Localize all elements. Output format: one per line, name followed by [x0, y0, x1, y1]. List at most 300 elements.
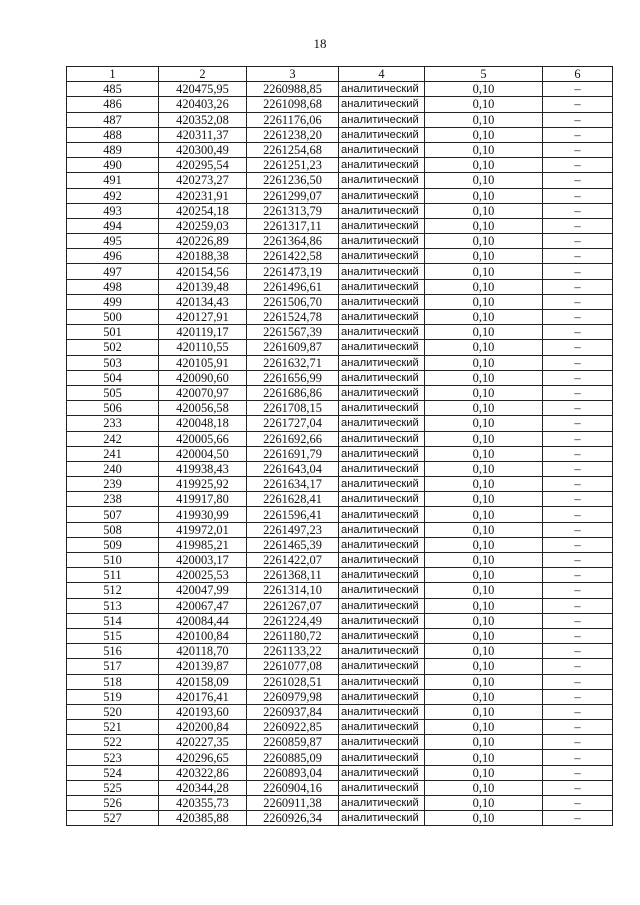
accuracy-cell: 0,10 — [425, 173, 543, 188]
point-number-cell: 515 — [67, 628, 159, 643]
table-row — [67, 674, 613, 689]
x-coordinate-cell: 420273,27 — [159, 173, 247, 188]
y-coordinate-cell: 2261692,66 — [247, 431, 339, 446]
x-coordinate-cell: 420385,88 — [159, 811, 247, 826]
point-number-cell: 496 — [67, 249, 159, 264]
point-number-cell: 242 — [67, 431, 159, 446]
method-cell: аналитический — [339, 158, 425, 173]
accuracy-cell: 0,10 — [425, 553, 543, 568]
note-cell: – — [543, 598, 613, 613]
y-coordinate-cell: 2261133,22 — [247, 644, 339, 659]
y-coordinate-cell: 2261632,71 — [247, 355, 339, 370]
table-row — [67, 568, 613, 583]
note-cell: – — [543, 796, 613, 811]
method-cell: аналитический — [339, 704, 425, 719]
point-number-cell: 233 — [67, 416, 159, 431]
point-number-cell: 521 — [67, 720, 159, 735]
method-cell: аналитический — [339, 310, 425, 325]
method-cell: аналитический — [339, 750, 425, 765]
table-row — [67, 613, 613, 628]
point-number-cell: 504 — [67, 370, 159, 385]
note-cell: – — [543, 188, 613, 203]
note-cell: – — [543, 431, 613, 446]
note-cell: – — [543, 613, 613, 628]
table-row — [67, 158, 613, 173]
y-coordinate-cell: 2261224,49 — [247, 613, 339, 628]
point-number-cell: 511 — [67, 568, 159, 583]
y-coordinate-cell: 2261317,11 — [247, 218, 339, 233]
note-cell: – — [543, 173, 613, 188]
accuracy-cell: 0,10 — [425, 598, 543, 613]
y-coordinate-cell: 2260885,09 — [247, 750, 339, 765]
accuracy-cell: 0,10 — [425, 203, 543, 218]
point-number-cell: 506 — [67, 401, 159, 416]
y-coordinate-cell: 2261524,78 — [247, 310, 339, 325]
accuracy-cell: 0,10 — [425, 294, 543, 309]
x-coordinate-cell: 420004,50 — [159, 446, 247, 461]
accuracy-cell: 0,10 — [425, 416, 543, 431]
accuracy-cell: 0,10 — [425, 735, 543, 750]
point-number-cell: 485 — [67, 82, 159, 97]
accuracy-cell: 0,10 — [425, 750, 543, 765]
point-number-cell: 498 — [67, 279, 159, 294]
point-number-cell: 517 — [67, 659, 159, 674]
note-cell: – — [543, 158, 613, 173]
table-row — [67, 628, 613, 643]
table-row — [67, 218, 613, 233]
x-coordinate-cell: 420231,91 — [159, 188, 247, 203]
y-coordinate-cell: 2261727,04 — [247, 416, 339, 431]
note-cell: – — [543, 735, 613, 750]
y-coordinate-cell: 2260922,85 — [247, 720, 339, 735]
note-cell: – — [543, 492, 613, 507]
table-row — [67, 310, 613, 325]
table-row — [67, 644, 613, 659]
point-number-cell: 238 — [67, 492, 159, 507]
method-cell: аналитический — [339, 689, 425, 704]
x-coordinate-cell: 420200,84 — [159, 720, 247, 735]
note-cell: – — [543, 553, 613, 568]
note-cell: – — [543, 689, 613, 704]
y-coordinate-cell: 2261254,68 — [247, 142, 339, 157]
y-coordinate-cell: 2261643,04 — [247, 461, 339, 476]
table-row — [67, 553, 613, 568]
table-row — [67, 583, 613, 598]
y-coordinate-cell: 2261314,10 — [247, 583, 339, 598]
table-row — [67, 811, 613, 826]
x-coordinate-cell: 420296,65 — [159, 750, 247, 765]
table-row — [67, 127, 613, 142]
accuracy-cell: 0,10 — [425, 628, 543, 643]
note-cell: – — [543, 264, 613, 279]
accuracy-cell: 0,10 — [425, 492, 543, 507]
accuracy-cell: 0,10 — [425, 112, 543, 127]
note-cell: – — [543, 340, 613, 355]
y-coordinate-cell: 2260911,38 — [247, 796, 339, 811]
note-cell: – — [543, 477, 613, 492]
table-header — [67, 67, 613, 82]
note-cell: – — [543, 537, 613, 552]
method-cell: аналитический — [339, 340, 425, 355]
method-cell: аналитический — [339, 598, 425, 613]
point-number-cell: 492 — [67, 188, 159, 203]
note-cell: – — [543, 127, 613, 142]
table-row — [67, 796, 613, 811]
page-number: 18 — [313, 36, 327, 51]
method-cell: аналитический — [339, 659, 425, 674]
method-cell: аналитический — [339, 492, 425, 507]
point-number-cell: 513 — [67, 598, 159, 613]
method-cell: аналитический — [339, 477, 425, 492]
y-coordinate-cell: 2260926,34 — [247, 811, 339, 826]
note-cell: – — [543, 401, 613, 416]
x-coordinate-cell: 419938,43 — [159, 461, 247, 476]
note-cell: – — [543, 522, 613, 537]
point-number-cell: 491 — [67, 173, 159, 188]
x-coordinate-cell: 420100,84 — [159, 628, 247, 643]
column-header-6: 6 — [543, 67, 613, 82]
x-coordinate-cell: 419985,21 — [159, 537, 247, 552]
table-row — [67, 97, 613, 112]
y-coordinate-cell: 2261098,68 — [247, 97, 339, 112]
table-row — [67, 325, 613, 340]
accuracy-cell: 0,10 — [425, 689, 543, 704]
method-cell: аналитический — [339, 780, 425, 795]
accuracy-cell: 0,10 — [425, 431, 543, 446]
method-cell: аналитический — [339, 628, 425, 643]
x-coordinate-cell: 420139,87 — [159, 659, 247, 674]
x-coordinate-cell: 420352,08 — [159, 112, 247, 127]
method-cell: аналитический — [339, 735, 425, 750]
note-cell: – — [543, 644, 613, 659]
method-cell: аналитический — [339, 249, 425, 264]
x-coordinate-cell: 420067,47 — [159, 598, 247, 613]
header-row — [67, 67, 613, 82]
accuracy-cell: 0,10 — [425, 780, 543, 795]
note-cell: – — [543, 674, 613, 689]
y-coordinate-cell: 2261691,79 — [247, 446, 339, 461]
note-cell: – — [543, 310, 613, 325]
point-number-cell: 503 — [67, 355, 159, 370]
point-number-cell: 490 — [67, 158, 159, 173]
y-coordinate-cell: 2261238,20 — [247, 127, 339, 142]
table-row — [67, 203, 613, 218]
x-coordinate-cell: 420295,54 — [159, 158, 247, 173]
y-coordinate-cell: 2260859,87 — [247, 735, 339, 750]
table-row — [67, 264, 613, 279]
table-row — [67, 173, 613, 188]
method-cell: аналитический — [339, 583, 425, 598]
x-coordinate-cell: 420048,18 — [159, 416, 247, 431]
column-header-4: 4 — [339, 67, 425, 82]
method-cell: аналитический — [339, 385, 425, 400]
x-coordinate-cell: 420300,49 — [159, 142, 247, 157]
point-number-cell: 488 — [67, 127, 159, 142]
accuracy-cell: 0,10 — [425, 720, 543, 735]
table-row — [67, 537, 613, 552]
accuracy-cell: 0,10 — [425, 82, 543, 97]
method-cell: аналитический — [339, 82, 425, 97]
note-cell: – — [543, 507, 613, 522]
y-coordinate-cell: 2260893,04 — [247, 765, 339, 780]
note-cell: – — [543, 628, 613, 643]
note-cell: – — [543, 750, 613, 765]
point-number-cell: 502 — [67, 340, 159, 355]
note-cell: – — [543, 370, 613, 385]
note-cell: – — [543, 218, 613, 233]
table-row — [67, 720, 613, 735]
point-number-cell: 486 — [67, 97, 159, 112]
point-number-cell: 500 — [67, 310, 159, 325]
accuracy-cell: 0,10 — [425, 249, 543, 264]
point-number-cell: 494 — [67, 218, 159, 233]
table-row — [67, 492, 613, 507]
accuracy-cell: 0,10 — [425, 507, 543, 522]
x-coordinate-cell: 420118,70 — [159, 644, 247, 659]
table-row — [67, 355, 613, 370]
table-row — [67, 522, 613, 537]
note-cell: – — [543, 279, 613, 294]
table-row — [67, 689, 613, 704]
x-coordinate-cell: 420176,41 — [159, 689, 247, 704]
accuracy-cell: 0,10 — [425, 264, 543, 279]
method-cell: аналитический — [339, 461, 425, 476]
table-row — [67, 370, 613, 385]
x-coordinate-cell: 419925,92 — [159, 477, 247, 492]
note-cell: – — [543, 97, 613, 112]
table-row — [67, 234, 613, 249]
point-number-cell: 507 — [67, 507, 159, 522]
point-number-cell: 501 — [67, 325, 159, 340]
method-cell: аналитический — [339, 568, 425, 583]
x-coordinate-cell: 420005,66 — [159, 431, 247, 446]
method-cell: аналитический — [339, 796, 425, 811]
table-row — [67, 507, 613, 522]
method-cell: аналитический — [339, 674, 425, 689]
y-coordinate-cell: 2260988,85 — [247, 82, 339, 97]
table-row — [67, 188, 613, 203]
y-coordinate-cell: 2261506,70 — [247, 294, 339, 309]
table-row — [67, 780, 613, 795]
accuracy-cell: 0,10 — [425, 537, 543, 552]
accuracy-cell: 0,10 — [425, 765, 543, 780]
point-number-cell: 516 — [67, 644, 159, 659]
accuracy-cell: 0,10 — [425, 279, 543, 294]
note-cell: – — [543, 704, 613, 719]
method-cell: аналитический — [339, 234, 425, 249]
coordinates-table — [66, 66, 613, 826]
accuracy-cell: 0,10 — [425, 461, 543, 476]
y-coordinate-cell: 2261251,23 — [247, 158, 339, 173]
accuracy-cell: 0,10 — [425, 158, 543, 173]
table-row — [67, 112, 613, 127]
accuracy-cell: 0,10 — [425, 325, 543, 340]
table-row — [67, 279, 613, 294]
x-coordinate-cell: 420226,89 — [159, 234, 247, 249]
accuracy-cell: 0,10 — [425, 234, 543, 249]
point-number-cell: 489 — [67, 142, 159, 157]
note-cell: – — [543, 234, 613, 249]
table-row — [67, 598, 613, 613]
accuracy-cell: 0,10 — [425, 370, 543, 385]
table-row — [67, 340, 613, 355]
point-number-cell: 499 — [67, 294, 159, 309]
method-cell: аналитический — [339, 765, 425, 780]
accuracy-cell: 0,10 — [425, 811, 543, 826]
x-coordinate-cell: 420056,58 — [159, 401, 247, 416]
point-number-cell: 518 — [67, 674, 159, 689]
accuracy-cell: 0,10 — [425, 674, 543, 689]
y-coordinate-cell: 2261028,51 — [247, 674, 339, 689]
point-number-cell: 520 — [67, 704, 159, 719]
x-coordinate-cell: 420127,91 — [159, 310, 247, 325]
method-cell: аналитический — [339, 127, 425, 142]
method-cell: аналитический — [339, 431, 425, 446]
method-cell: аналитический — [339, 203, 425, 218]
method-cell: аналитический — [339, 279, 425, 294]
x-coordinate-cell: 420105,91 — [159, 355, 247, 370]
column-header-1: 1 — [67, 67, 159, 82]
method-cell: аналитический — [339, 720, 425, 735]
x-coordinate-cell: 420311,37 — [159, 127, 247, 142]
y-coordinate-cell: 2261497,23 — [247, 522, 339, 537]
accuracy-cell: 0,10 — [425, 188, 543, 203]
note-cell: – — [543, 659, 613, 674]
point-number-cell: 527 — [67, 811, 159, 826]
x-coordinate-cell: 420003,17 — [159, 553, 247, 568]
x-coordinate-cell: 420322,86 — [159, 765, 247, 780]
method-cell: аналитический — [339, 613, 425, 628]
y-coordinate-cell: 2260904,16 — [247, 780, 339, 795]
table-row — [67, 735, 613, 750]
method-cell: аналитический — [339, 522, 425, 537]
note-cell: – — [543, 583, 613, 598]
accuracy-cell: 0,10 — [425, 796, 543, 811]
accuracy-cell: 0,10 — [425, 659, 543, 674]
table-row — [67, 401, 613, 416]
point-number-cell: 497 — [67, 264, 159, 279]
note-cell: – — [543, 294, 613, 309]
method-cell: аналитический — [339, 644, 425, 659]
point-number-cell: 487 — [67, 112, 159, 127]
x-coordinate-cell: 420193,60 — [159, 704, 247, 719]
accuracy-cell: 0,10 — [425, 310, 543, 325]
x-coordinate-cell: 420070,97 — [159, 385, 247, 400]
x-coordinate-cell: 420084,44 — [159, 613, 247, 628]
column-header-2: 2 — [159, 67, 247, 82]
method-cell: аналитический — [339, 507, 425, 522]
point-number-cell: 495 — [67, 234, 159, 249]
accuracy-cell: 0,10 — [425, 704, 543, 719]
note-cell: – — [543, 112, 613, 127]
x-coordinate-cell: 419930,99 — [159, 507, 247, 522]
x-coordinate-cell: 420025,53 — [159, 568, 247, 583]
table-row — [67, 416, 613, 431]
accuracy-cell: 0,10 — [425, 340, 543, 355]
table-body — [67, 82, 613, 826]
y-coordinate-cell: 2261176,06 — [247, 112, 339, 127]
y-coordinate-cell: 2261077,08 — [247, 659, 339, 674]
y-coordinate-cell: 2261364,86 — [247, 234, 339, 249]
method-cell: аналитический — [339, 446, 425, 461]
accuracy-cell: 0,10 — [425, 522, 543, 537]
y-coordinate-cell: 2261267,07 — [247, 598, 339, 613]
point-number-cell: 509 — [67, 537, 159, 552]
y-coordinate-cell: 2260937,84 — [247, 704, 339, 719]
method-cell: аналитический — [339, 264, 425, 279]
table-row — [67, 142, 613, 157]
table-row — [67, 461, 613, 476]
point-number-cell: 519 — [67, 689, 159, 704]
method-cell: аналитический — [339, 370, 425, 385]
column-header-3: 3 — [247, 67, 339, 82]
y-coordinate-cell: 2261634,17 — [247, 477, 339, 492]
method-cell: аналитический — [339, 142, 425, 157]
y-coordinate-cell: 2261708,15 — [247, 401, 339, 416]
x-coordinate-cell: 420154,56 — [159, 264, 247, 279]
y-coordinate-cell: 2261422,58 — [247, 249, 339, 264]
point-number-cell: 240 — [67, 461, 159, 476]
x-coordinate-cell: 419917,80 — [159, 492, 247, 507]
note-cell: – — [543, 203, 613, 218]
accuracy-cell: 0,10 — [425, 218, 543, 233]
column-header-5: 5 — [425, 67, 543, 82]
x-coordinate-cell: 420139,48 — [159, 279, 247, 294]
y-coordinate-cell: 2261422,07 — [247, 553, 339, 568]
note-cell: – — [543, 811, 613, 826]
note-cell: – — [543, 249, 613, 264]
note-cell: – — [543, 416, 613, 431]
note-cell: – — [543, 142, 613, 157]
accuracy-cell: 0,10 — [425, 385, 543, 400]
note-cell: – — [543, 355, 613, 370]
point-number-cell: 526 — [67, 796, 159, 811]
point-number-cell: 508 — [67, 522, 159, 537]
accuracy-cell: 0,10 — [425, 401, 543, 416]
point-number-cell: 510 — [67, 553, 159, 568]
method-cell: аналитический — [339, 355, 425, 370]
note-cell: – — [543, 461, 613, 476]
table-row — [67, 82, 613, 97]
y-coordinate-cell: 2261180,72 — [247, 628, 339, 643]
accuracy-cell: 0,10 — [425, 568, 543, 583]
accuracy-cell: 0,10 — [425, 97, 543, 112]
point-number-cell: 522 — [67, 735, 159, 750]
table-row — [67, 446, 613, 461]
y-coordinate-cell: 2261656,99 — [247, 370, 339, 385]
table-row — [67, 385, 613, 400]
point-number-cell: 505 — [67, 385, 159, 400]
x-coordinate-cell: 420403,26 — [159, 97, 247, 112]
point-number-cell: 512 — [67, 583, 159, 598]
y-coordinate-cell: 2261686,86 — [247, 385, 339, 400]
x-coordinate-cell: 419972,01 — [159, 522, 247, 537]
point-number-cell: 493 — [67, 203, 159, 218]
x-coordinate-cell: 420090,60 — [159, 370, 247, 385]
point-number-cell: 239 — [67, 477, 159, 492]
accuracy-cell: 0,10 — [425, 446, 543, 461]
x-coordinate-cell: 420047,99 — [159, 583, 247, 598]
x-coordinate-cell: 420254,18 — [159, 203, 247, 218]
accuracy-cell: 0,10 — [425, 477, 543, 492]
note-cell: – — [543, 82, 613, 97]
x-coordinate-cell: 420475,95 — [159, 82, 247, 97]
x-coordinate-cell: 420158,09 — [159, 674, 247, 689]
x-coordinate-cell: 420110,55 — [159, 340, 247, 355]
y-coordinate-cell: 2261628,41 — [247, 492, 339, 507]
method-cell: аналитический — [339, 112, 425, 127]
note-cell: – — [543, 720, 613, 735]
